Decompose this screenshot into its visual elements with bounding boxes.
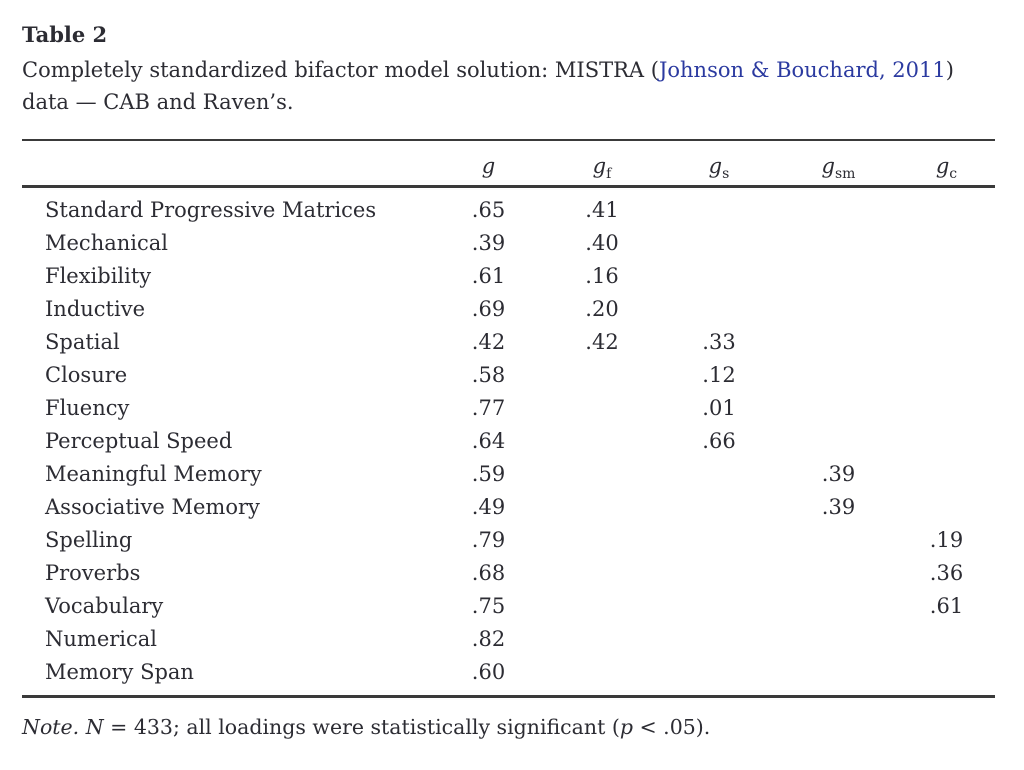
loading-value: .36 xyxy=(929,560,964,585)
note-p-symbol: p xyxy=(619,714,633,739)
table-row xyxy=(22,458,995,491)
loading-value: .60 xyxy=(471,659,506,684)
loading-value: .39 xyxy=(821,494,856,519)
row-label: Standard Progressive Matrices xyxy=(45,197,377,222)
loading-value: .41 xyxy=(585,197,619,222)
empty-cell xyxy=(779,590,898,623)
column-header: $g_c$ xyxy=(935,153,958,182)
empty-cell xyxy=(659,458,779,491)
empty-cell xyxy=(898,227,995,260)
loading-value: .61 xyxy=(929,593,964,618)
row-label: Fluency xyxy=(45,395,130,420)
empty-cell xyxy=(779,656,898,697)
note-text-end: < .05). xyxy=(632,714,711,739)
row-label: Closure xyxy=(45,362,128,387)
empty-cell xyxy=(545,425,659,458)
empty-cell xyxy=(779,359,898,392)
table-row xyxy=(22,623,995,656)
table-row xyxy=(22,326,995,359)
loading-value: .68 xyxy=(471,560,506,585)
empty-cell xyxy=(659,491,779,524)
empty-cell xyxy=(545,491,659,524)
header-row xyxy=(22,140,995,186)
empty-cell xyxy=(545,359,659,392)
empty-cell xyxy=(898,491,995,524)
loading-value: .64 xyxy=(471,428,506,453)
row-label: Numerical xyxy=(45,626,157,651)
table-label: Table 2 xyxy=(22,22,108,47)
row-label: Flexibility xyxy=(45,263,152,288)
row-label: Vocabulary xyxy=(45,593,164,618)
loading-value: .16 xyxy=(585,263,619,288)
empty-cell xyxy=(545,590,659,623)
note-label: Note. xyxy=(22,714,80,739)
empty-cell xyxy=(898,392,995,425)
empty-cell xyxy=(898,293,995,326)
loading-value: .49 xyxy=(471,494,506,519)
empty-cell xyxy=(779,227,898,260)
empty-cell xyxy=(659,227,779,260)
citation-link[interactable]: Johnson & Bouchard, 2011 xyxy=(658,58,946,82)
empty-cell xyxy=(898,326,995,359)
empty-cell xyxy=(779,260,898,293)
empty-cell xyxy=(545,557,659,590)
empty-cell xyxy=(779,557,898,590)
empty-cell xyxy=(898,359,995,392)
table-row xyxy=(22,425,995,458)
table-row xyxy=(22,656,995,697)
loading-value: .42 xyxy=(471,329,506,354)
loading-value: .01 xyxy=(702,395,736,420)
empty-cell xyxy=(898,458,995,491)
empty-cell xyxy=(898,623,995,656)
empty-cell xyxy=(659,260,779,293)
empty-cell xyxy=(659,557,779,590)
table-row xyxy=(22,524,995,557)
table-row xyxy=(22,260,995,293)
row-label: Mechanical xyxy=(45,230,168,255)
empty-cell xyxy=(779,623,898,656)
empty-cell xyxy=(545,458,659,491)
empty-cell xyxy=(779,524,898,557)
table-caption xyxy=(22,54,995,118)
row-label: Memory Span xyxy=(45,659,194,684)
loading-value: .65 xyxy=(471,197,506,222)
row-label: Associative Memory xyxy=(45,494,260,519)
column-header: $g_f$ xyxy=(592,153,612,182)
table-row xyxy=(22,227,995,260)
caption-line-1 xyxy=(22,54,995,86)
loading-value: .42 xyxy=(585,329,619,354)
loading-value: .59 xyxy=(471,461,506,486)
empty-cell xyxy=(545,392,659,425)
loading-value: .82 xyxy=(471,626,506,651)
column-header: $g_{sm}$ xyxy=(821,153,856,182)
table-row xyxy=(22,557,995,590)
empty-cell xyxy=(779,425,898,458)
empty-cell xyxy=(898,425,995,458)
empty-cell xyxy=(659,293,779,326)
note-text: = 433; all loadings were statistically significant ( xyxy=(103,714,620,739)
row-label: Proverbs xyxy=(45,560,141,585)
empty-cell xyxy=(545,524,659,557)
empty-cell xyxy=(545,656,659,697)
row-label: Spatial xyxy=(45,329,120,354)
table-note xyxy=(22,712,995,742)
empty-cell xyxy=(898,186,995,227)
table-row xyxy=(22,590,995,623)
table-row xyxy=(22,293,995,326)
loading-value: .40 xyxy=(585,230,619,255)
empty-cell xyxy=(779,326,898,359)
loading-value: .20 xyxy=(585,296,619,321)
loading-value: .77 xyxy=(471,395,506,420)
empty-cell xyxy=(659,590,779,623)
table-body xyxy=(22,186,995,696)
loading-value: .33 xyxy=(702,329,736,354)
empty-cell xyxy=(779,392,898,425)
caption-text-close-paren: ) xyxy=(945,58,954,82)
loading-value: .79 xyxy=(471,527,506,552)
note-n-symbol: N xyxy=(85,714,104,739)
row-label: Spelling xyxy=(45,527,133,552)
table-row xyxy=(22,491,995,524)
caption-line-2: data — CAB and Raven’s. xyxy=(22,90,294,114)
header-stub-cell xyxy=(22,140,432,186)
row-label: Inductive xyxy=(45,296,145,321)
loading-value: .61 xyxy=(471,263,506,288)
loading-value: .19 xyxy=(929,527,964,552)
loading-value: .58 xyxy=(471,362,506,387)
empty-cell xyxy=(659,186,779,227)
empty-cell xyxy=(779,293,898,326)
loading-value: .12 xyxy=(702,362,736,387)
bifactor-loadings-table xyxy=(22,139,995,698)
empty-cell xyxy=(659,656,779,697)
empty-cell xyxy=(545,623,659,656)
empty-cell xyxy=(659,623,779,656)
empty-cell xyxy=(898,260,995,293)
empty-cell xyxy=(659,524,779,557)
loading-value: .66 xyxy=(702,428,736,453)
table-row xyxy=(22,392,995,425)
loading-value: .39 xyxy=(471,230,506,255)
loading-value: .39 xyxy=(821,461,856,486)
row-label: Meaningful Memory xyxy=(45,461,262,486)
empty-cell xyxy=(898,656,995,697)
caption-text: Completely standardized bifactor model solution: MISTRA ( xyxy=(22,58,659,82)
column-header: $g_s$ xyxy=(708,153,730,182)
column-header: g xyxy=(481,153,496,178)
table-row xyxy=(22,186,995,227)
table-row xyxy=(22,359,995,392)
loading-value: .69 xyxy=(471,296,506,321)
row-label: Perceptual Speed xyxy=(45,428,233,453)
loading-value: .75 xyxy=(471,593,506,618)
empty-cell xyxy=(779,186,898,227)
